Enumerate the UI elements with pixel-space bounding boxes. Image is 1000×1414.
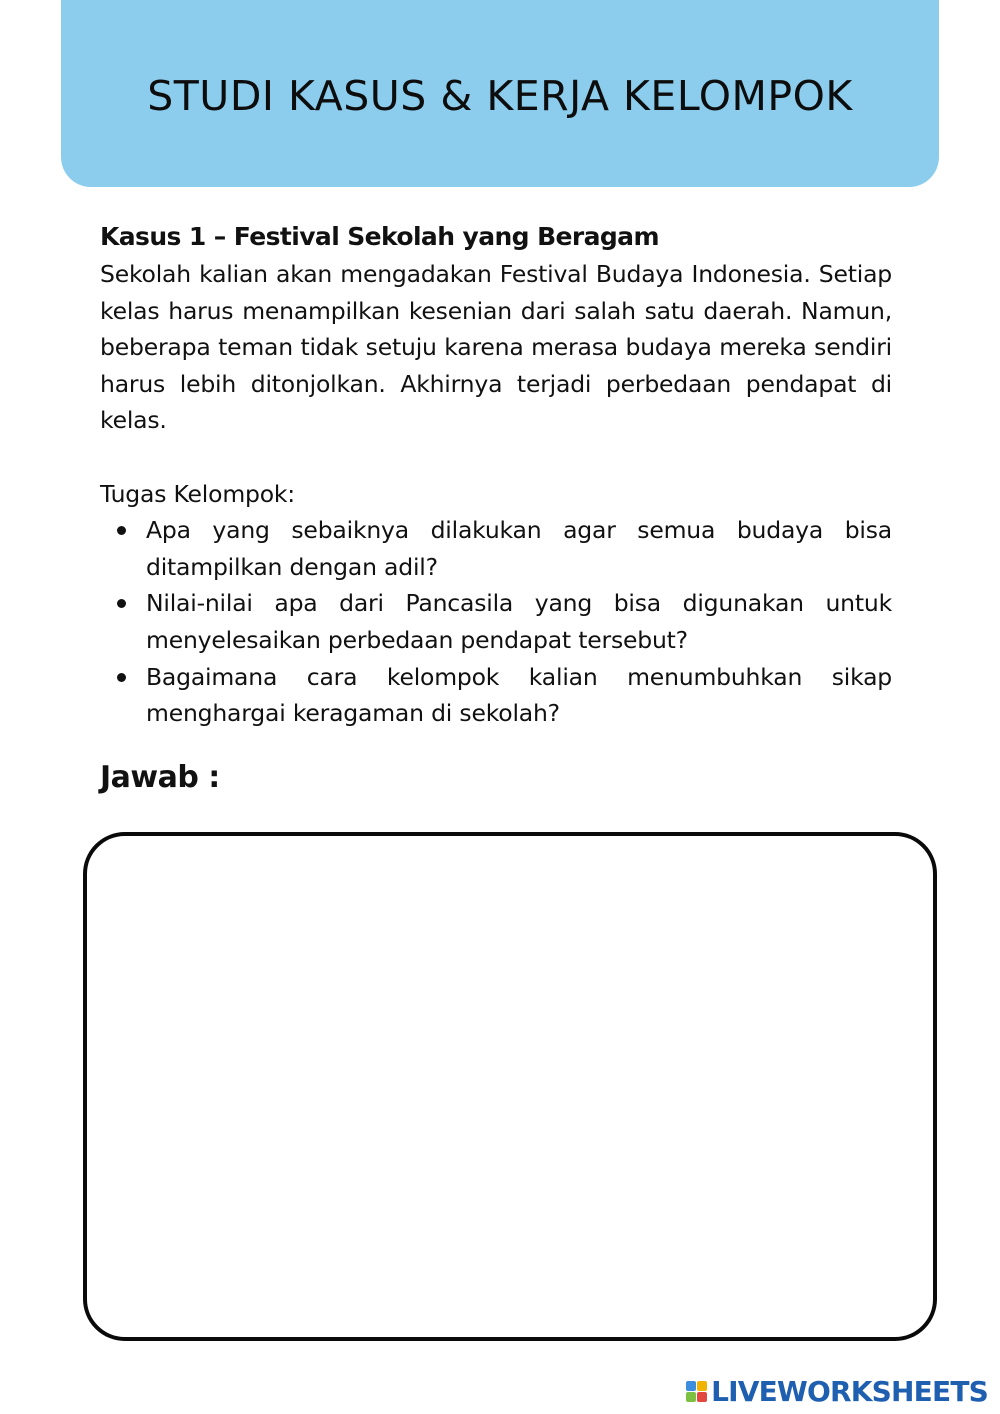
liveworksheets-watermark xyxy=(686,1375,988,1408)
header-banner xyxy=(61,0,939,187)
list-item xyxy=(100,585,892,658)
list-item xyxy=(100,659,892,732)
task-text: Nilai-nilai apa dari Pancasila yang bisa digunakan untuk menyelesaikan perbedaan pendapat tersebut? xyxy=(146,589,892,654)
list-item xyxy=(100,512,892,585)
case-title: Kasus 1 – Festival Sekolah yang Beragam xyxy=(100,222,659,251)
bullet-icon xyxy=(117,673,126,682)
answer-input-box[interactable] xyxy=(83,832,937,1341)
watermark-text: LIVEWORKSHEETS xyxy=(711,1375,988,1408)
case-content xyxy=(100,218,892,732)
task-text: Apa yang sebaiknya dilakukan agar semua budaya bisa ditampilkan dengan adil? xyxy=(146,516,892,581)
case-description: Sekolah kalian akan mengadakan Festival Budaya Indonesia. Setiap kelas harus menampilkan kesenian dari salah satu daerah. Namun, beberapa teman tidak setuju karena merasa budaya mereka sendiri harus lebih ditonjolkan. Akhirnya terjadi perbedaan pendapat di kelas. xyxy=(100,260,892,435)
bullet-icon xyxy=(117,599,126,608)
page-title: STUDI KASUS & KERJA KELOMPOK xyxy=(147,71,853,120)
task-text: Bagaimana cara kelompok kalian menumbuhkan sikap menghargai keragaman di sekolah? xyxy=(146,662,892,728)
liveworksheets-logo-icon xyxy=(686,1381,707,1402)
task-list xyxy=(100,512,892,732)
answer-label: Jawab : xyxy=(100,760,220,795)
task-label: Tugas Kelompok: xyxy=(100,479,296,508)
bullet-icon xyxy=(117,526,126,535)
